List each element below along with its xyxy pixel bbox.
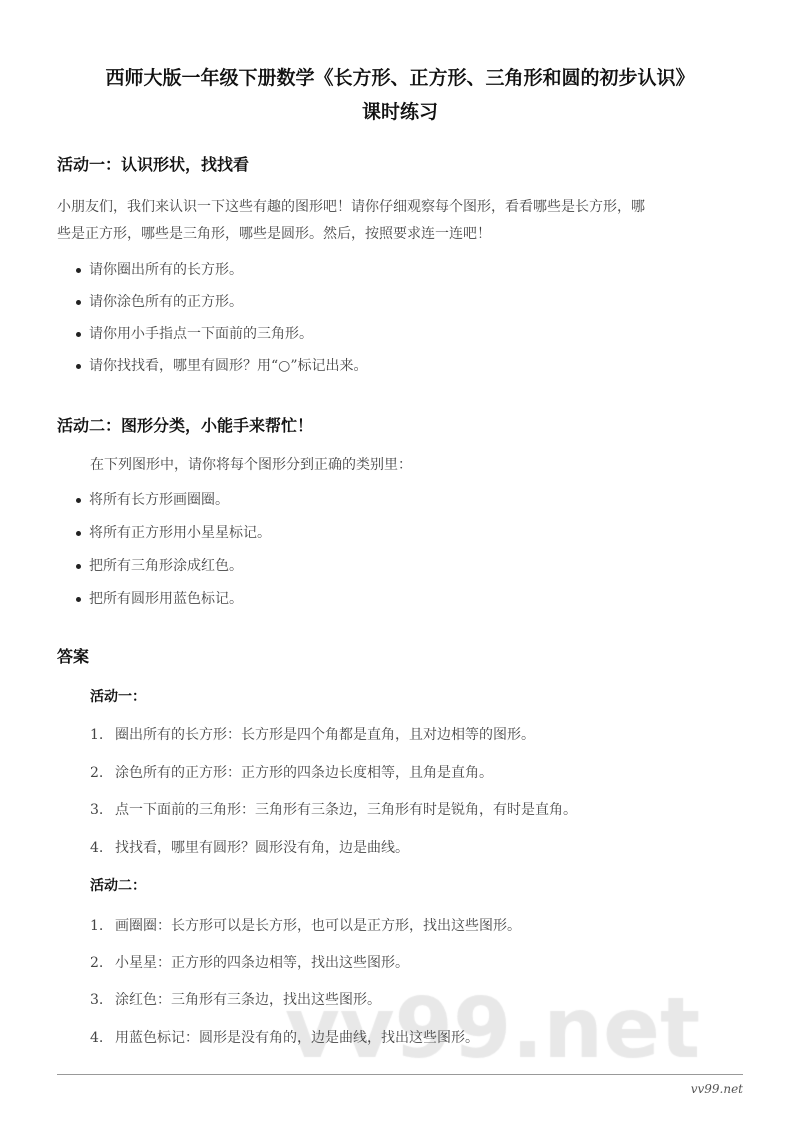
answer-item xyxy=(90,724,535,744)
item-number: 3. xyxy=(90,992,104,1008)
list-item-text: 将所有长方形画圈圈。 xyxy=(89,492,229,508)
list-item xyxy=(76,291,243,311)
item-text: 点一下面前的三角形：三角形有三条边，三角形有时是锐角，有时是直角。 xyxy=(115,802,577,818)
list-item xyxy=(76,355,368,375)
list-item-text: 将所有正方形用小星星标记。 xyxy=(89,525,271,541)
activity2-intro: 在下列图形中，请你将每个图形分到正确的类别里： xyxy=(90,457,412,473)
answer-item xyxy=(90,1027,479,1047)
answers-part2-heading: 活动二： xyxy=(90,878,146,894)
answer-item xyxy=(90,837,409,857)
answers-heading: 答案 xyxy=(57,647,90,666)
answer-item xyxy=(90,762,493,782)
item-text: 圈出所有的长方形：长方形是四个角都是直角，且对边相等的图形。 xyxy=(115,727,535,743)
bullet-icon xyxy=(76,564,81,569)
footer-site: vv99.net xyxy=(690,1082,743,1096)
item-number: 3. xyxy=(90,802,104,818)
activity1-intro-line2: 些是正方形，哪些是三角形，哪些是圆形。然后，按照要求连一连吧！ xyxy=(57,226,491,242)
list-item xyxy=(76,489,229,509)
item-number: 1. xyxy=(90,918,104,934)
bullet-icon xyxy=(76,364,81,369)
list-item xyxy=(76,259,243,279)
activity1-intro-line1: 小朋友们，我们来认识一下这些有趣的图形吧！请你仔细观察每个图形，看看哪些是长方形，哪 xyxy=(57,199,645,215)
footer-divider xyxy=(57,1074,743,1075)
answer-item xyxy=(90,915,521,935)
activity2-heading: 活动二：图形分类，小能手来帮忙！ xyxy=(57,416,314,435)
item-number: 1. xyxy=(90,727,104,743)
item-text: 用蓝色标记：圆形是没有角的，边是曲线，找出这些图形。 xyxy=(115,1030,479,1046)
list-item xyxy=(76,555,243,575)
list-item-text: 请你找找看，哪里有圆形？用“○”标记出来。 xyxy=(89,358,368,374)
bullet-icon xyxy=(76,300,81,305)
document-subtitle: 课时练习 xyxy=(361,101,438,123)
list-item xyxy=(76,588,243,608)
activity1-heading: 活动一：认识形状，找找看 xyxy=(57,155,250,174)
item-text: 找找看，哪里有圆形？圆形没有角，边是曲线。 xyxy=(115,840,409,856)
document-title: 西师大版一年级下册数学《长方形、正方形、三角形和圆的初步认识》 xyxy=(105,67,695,89)
bullet-icon xyxy=(76,531,81,536)
bullet-icon xyxy=(76,498,81,503)
answer-item xyxy=(90,989,381,1009)
item-text: 涂红色：三角形有三条边，找出这些图形。 xyxy=(115,992,381,1008)
list-item xyxy=(76,522,271,542)
item-number: 4. xyxy=(90,840,104,856)
item-text: 画圈圈：长方形可以是长方形，也可以是正方形，找出这些图形。 xyxy=(115,918,521,934)
item-number: 2. xyxy=(90,765,104,781)
item-text: 涂色所有的正方形：正方形的四条边长度相等，且角是直角。 xyxy=(115,765,493,781)
bullet-icon xyxy=(76,597,81,602)
bullet-icon xyxy=(76,332,81,337)
list-item xyxy=(76,323,313,343)
item-number: 4. xyxy=(90,1030,104,1046)
answer-item xyxy=(90,799,577,819)
list-item-text: 请你涂色所有的正方形。 xyxy=(89,294,243,310)
answer-item xyxy=(90,952,409,972)
item-number: 2. xyxy=(90,955,104,971)
list-item-text: 请你圈出所有的长方形。 xyxy=(89,262,243,278)
list-item-text: 请你用小手指点一下面前的三角形。 xyxy=(89,326,313,342)
list-item-text: 把所有三角形涂成红色。 xyxy=(89,558,243,574)
bullet-icon xyxy=(76,268,81,273)
item-text: 小星星：正方形的四条边相等，找出这些图形。 xyxy=(115,955,409,971)
list-item-text: 把所有圆形用蓝色标记。 xyxy=(89,591,243,607)
answers-part1-heading: 活动一： xyxy=(90,689,146,705)
